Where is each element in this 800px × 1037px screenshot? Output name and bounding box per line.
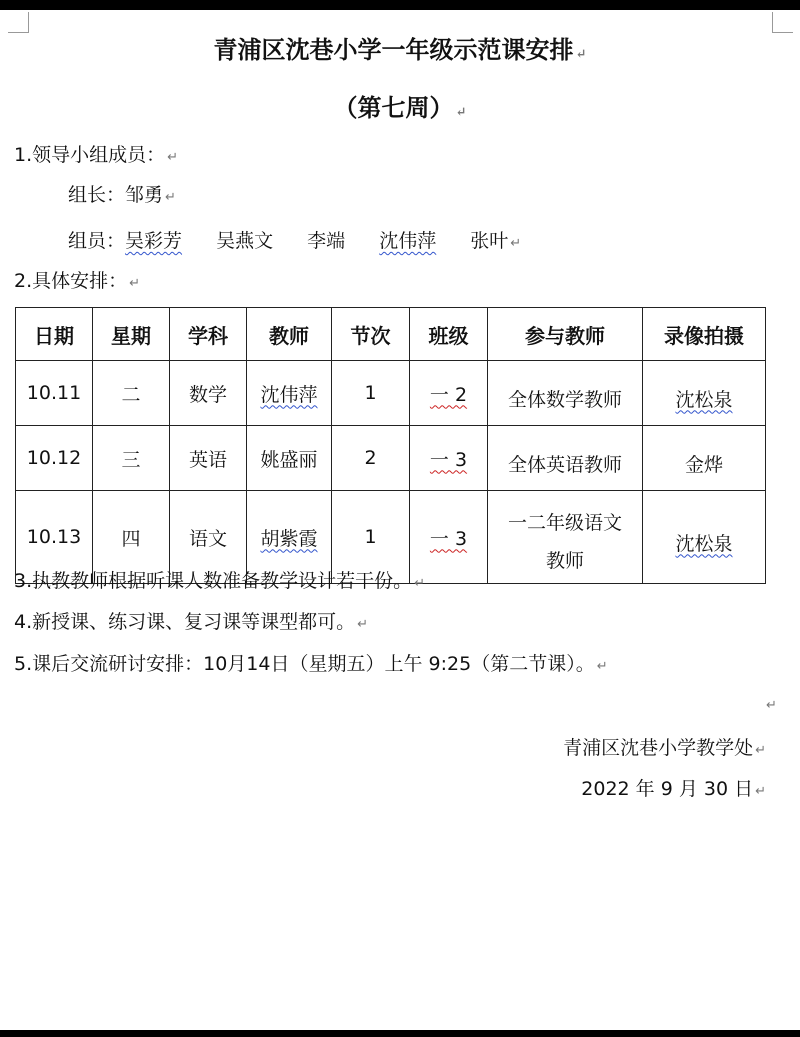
top-edge <box>0 0 800 10</box>
cell-teacher: 胡紫霞 <box>247 491 332 584</box>
header-class: 班级 <box>410 308 488 361</box>
cell-class: 一 3 <box>410 426 488 491</box>
members-line: 组员：吴彩芳 吴燕文 李端 沈伟萍 张叶 ↵ <box>68 230 522 252</box>
member-name: 李端 <box>307 230 346 252</box>
leader-line: 组长：邹勇 ↵ <box>68 184 176 206</box>
item-5: 5.课后交流研讨安排：10月14日（星期五）上午 9:25（第二节课）。 ↵ <box>14 653 608 675</box>
header-teacher: 教师 <box>247 308 332 361</box>
member-name: 沈伟萍 <box>379 230 437 252</box>
cell-teacher: 沈伟萍 <box>247 361 332 426</box>
cell-weekday: 二 <box>93 361 170 426</box>
member-name: 张叶 <box>470 230 509 252</box>
cell-participants: 全体英语教师 <box>488 426 643 491</box>
schedule-table <box>15 307 766 584</box>
cell-class: 一 3 <box>410 491 488 584</box>
section2-heading: 2.具体安排： ↵ <box>14 270 141 292</box>
leader-name: 邹勇 <box>125 184 164 206</box>
document-title: 青浦区沈巷小学一年级示范课安排 ↵ <box>213 35 587 64</box>
cell-recorder: 沈松泉 <box>643 491 766 584</box>
signature-date: 2022 年 9 月 30 日 ↵ <box>581 778 766 800</box>
signature-org: 青浦区沈巷小学教学处 ↵ <box>563 737 766 759</box>
item-4: 4.新授课、练习课、复习课等课型都可。 ↵ <box>14 611 369 633</box>
header-recorder: 录像拍摄 <box>643 308 766 361</box>
header-subject: 学科 <box>170 308 247 361</box>
cell-date: 10.13 <box>16 491 93 584</box>
cell-weekday: 三 <box>93 426 170 491</box>
cell-subject: 数学 <box>170 361 247 426</box>
header-period: 节次 <box>332 308 410 361</box>
section1-heading: 1.领导小组成员： ↵ <box>14 144 179 166</box>
table-row <box>16 361 766 426</box>
cell-participants: 一二年级语文 教师 <box>488 491 643 584</box>
cell-teacher: 姚盛丽 <box>247 426 332 491</box>
cell-subject: 语文 <box>170 491 247 584</box>
item-3: 3.执教教师根据听课人数准备教学设计若干份。 ↵ <box>14 570 426 592</box>
cell-recorder: 金烨 <box>643 426 766 491</box>
empty-paragraph-mark: ↵ <box>766 698 777 713</box>
cell-subject: 英语 <box>170 426 247 491</box>
cell-date: 10.11 <box>16 361 93 426</box>
header-date: 日期 <box>16 308 93 361</box>
cell-recorder: 沈松泉 <box>643 361 766 426</box>
header-participants: 参与教师 <box>488 308 643 361</box>
cell-participants: 全体数学教师 <box>488 361 643 426</box>
member-name: 吴彩芳 <box>125 230 183 252</box>
table-header-row <box>16 308 766 361</box>
document-subtitle: （第七周） ↵ <box>333 93 467 122</box>
bottom-edge <box>0 1030 800 1037</box>
cell-class: 一 2 <box>410 361 488 426</box>
member-name: 吴燕文 <box>216 230 274 252</box>
header-weekday: 星期 <box>93 308 170 361</box>
cell-weekday: 四 <box>93 491 170 584</box>
cell-period: 1 <box>332 491 410 584</box>
cell-date: 10.12 <box>16 426 93 491</box>
table-row <box>16 426 766 491</box>
cell-period: 2 <box>332 426 410 491</box>
cell-period: 1 <box>332 361 410 426</box>
